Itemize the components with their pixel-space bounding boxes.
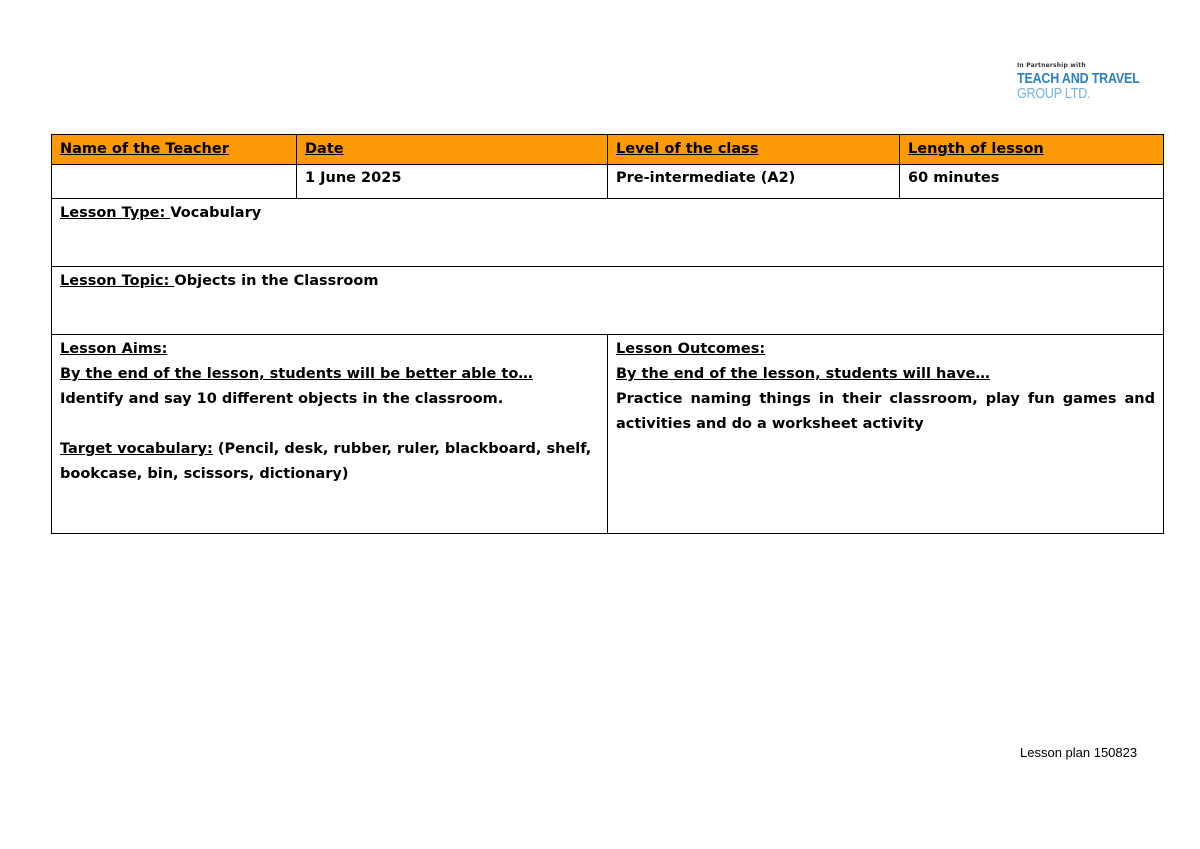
lesson-topic-cell bbox=[52, 267, 1164, 335]
aims-intro: By the end of the lesson, students will be better able to… bbox=[60, 366, 533, 382]
outcomes-text: Practice naming things in their classroom, play fun games and activities and do a worksheet activity bbox=[616, 391, 1155, 432]
lesson-type-value: Vocabulary bbox=[170, 205, 262, 221]
value-teacher-name bbox=[52, 165, 297, 199]
aims-text: Identify and say 10 different objects in the classroom. bbox=[60, 391, 504, 407]
header-row bbox=[52, 135, 1164, 165]
logo-line-2: GROUP LTD. bbox=[1017, 86, 1091, 102]
value-class-level: Pre-intermediate (A2) bbox=[608, 165, 900, 199]
target-vocabulary-text: (Pencil, desk, rubber, ruler, blackboard, shelf, bookcase, bin, scissors, dictionary) bbox=[60, 441, 592, 482]
lesson-type-row bbox=[52, 199, 1164, 267]
outcomes-title: Lesson Outcomes: bbox=[616, 341, 766, 357]
header-teacher-name: Name of the Teacher bbox=[52, 135, 297, 165]
lesson-topic-value: Objects in the Classroom bbox=[174, 273, 379, 289]
value-lesson-length: 60 minutes bbox=[900, 165, 1164, 199]
header-date: Date bbox=[297, 135, 608, 165]
footer-text: Lesson plan 150823 bbox=[1020, 745, 1138, 760]
header-class-level: Level of the class bbox=[608, 135, 900, 165]
logo-line-1: TEACH AND TRAVEL bbox=[1017, 71, 1140, 87]
company-logo bbox=[1017, 62, 1157, 102]
aims-title: Lesson Aims: bbox=[60, 341, 168, 357]
lesson-topic-label: Lesson Topic: bbox=[60, 273, 175, 289]
target-vocabulary bbox=[60, 437, 599, 487]
lesson-type-cell bbox=[52, 199, 1164, 267]
value-date: 1 June 2025 bbox=[297, 165, 608, 199]
aims-outcomes-row bbox=[52, 335, 1164, 534]
lesson-topic-row bbox=[52, 267, 1164, 335]
lesson-type-label: Lesson Type: bbox=[60, 205, 171, 221]
values-row bbox=[52, 165, 1164, 199]
header-lesson-length: Length of lesson bbox=[900, 135, 1164, 165]
logo-partnership-text: In Partnership with bbox=[1017, 62, 1086, 69]
lesson-outcomes-cell bbox=[608, 335, 1164, 534]
lesson-plan-table bbox=[51, 134, 1164, 534]
target-vocabulary-label: Target vocabulary: bbox=[60, 441, 213, 457]
lesson-aims-cell bbox=[52, 335, 608, 534]
outcomes-intro: By the end of the lesson, students will have… bbox=[616, 366, 990, 382]
